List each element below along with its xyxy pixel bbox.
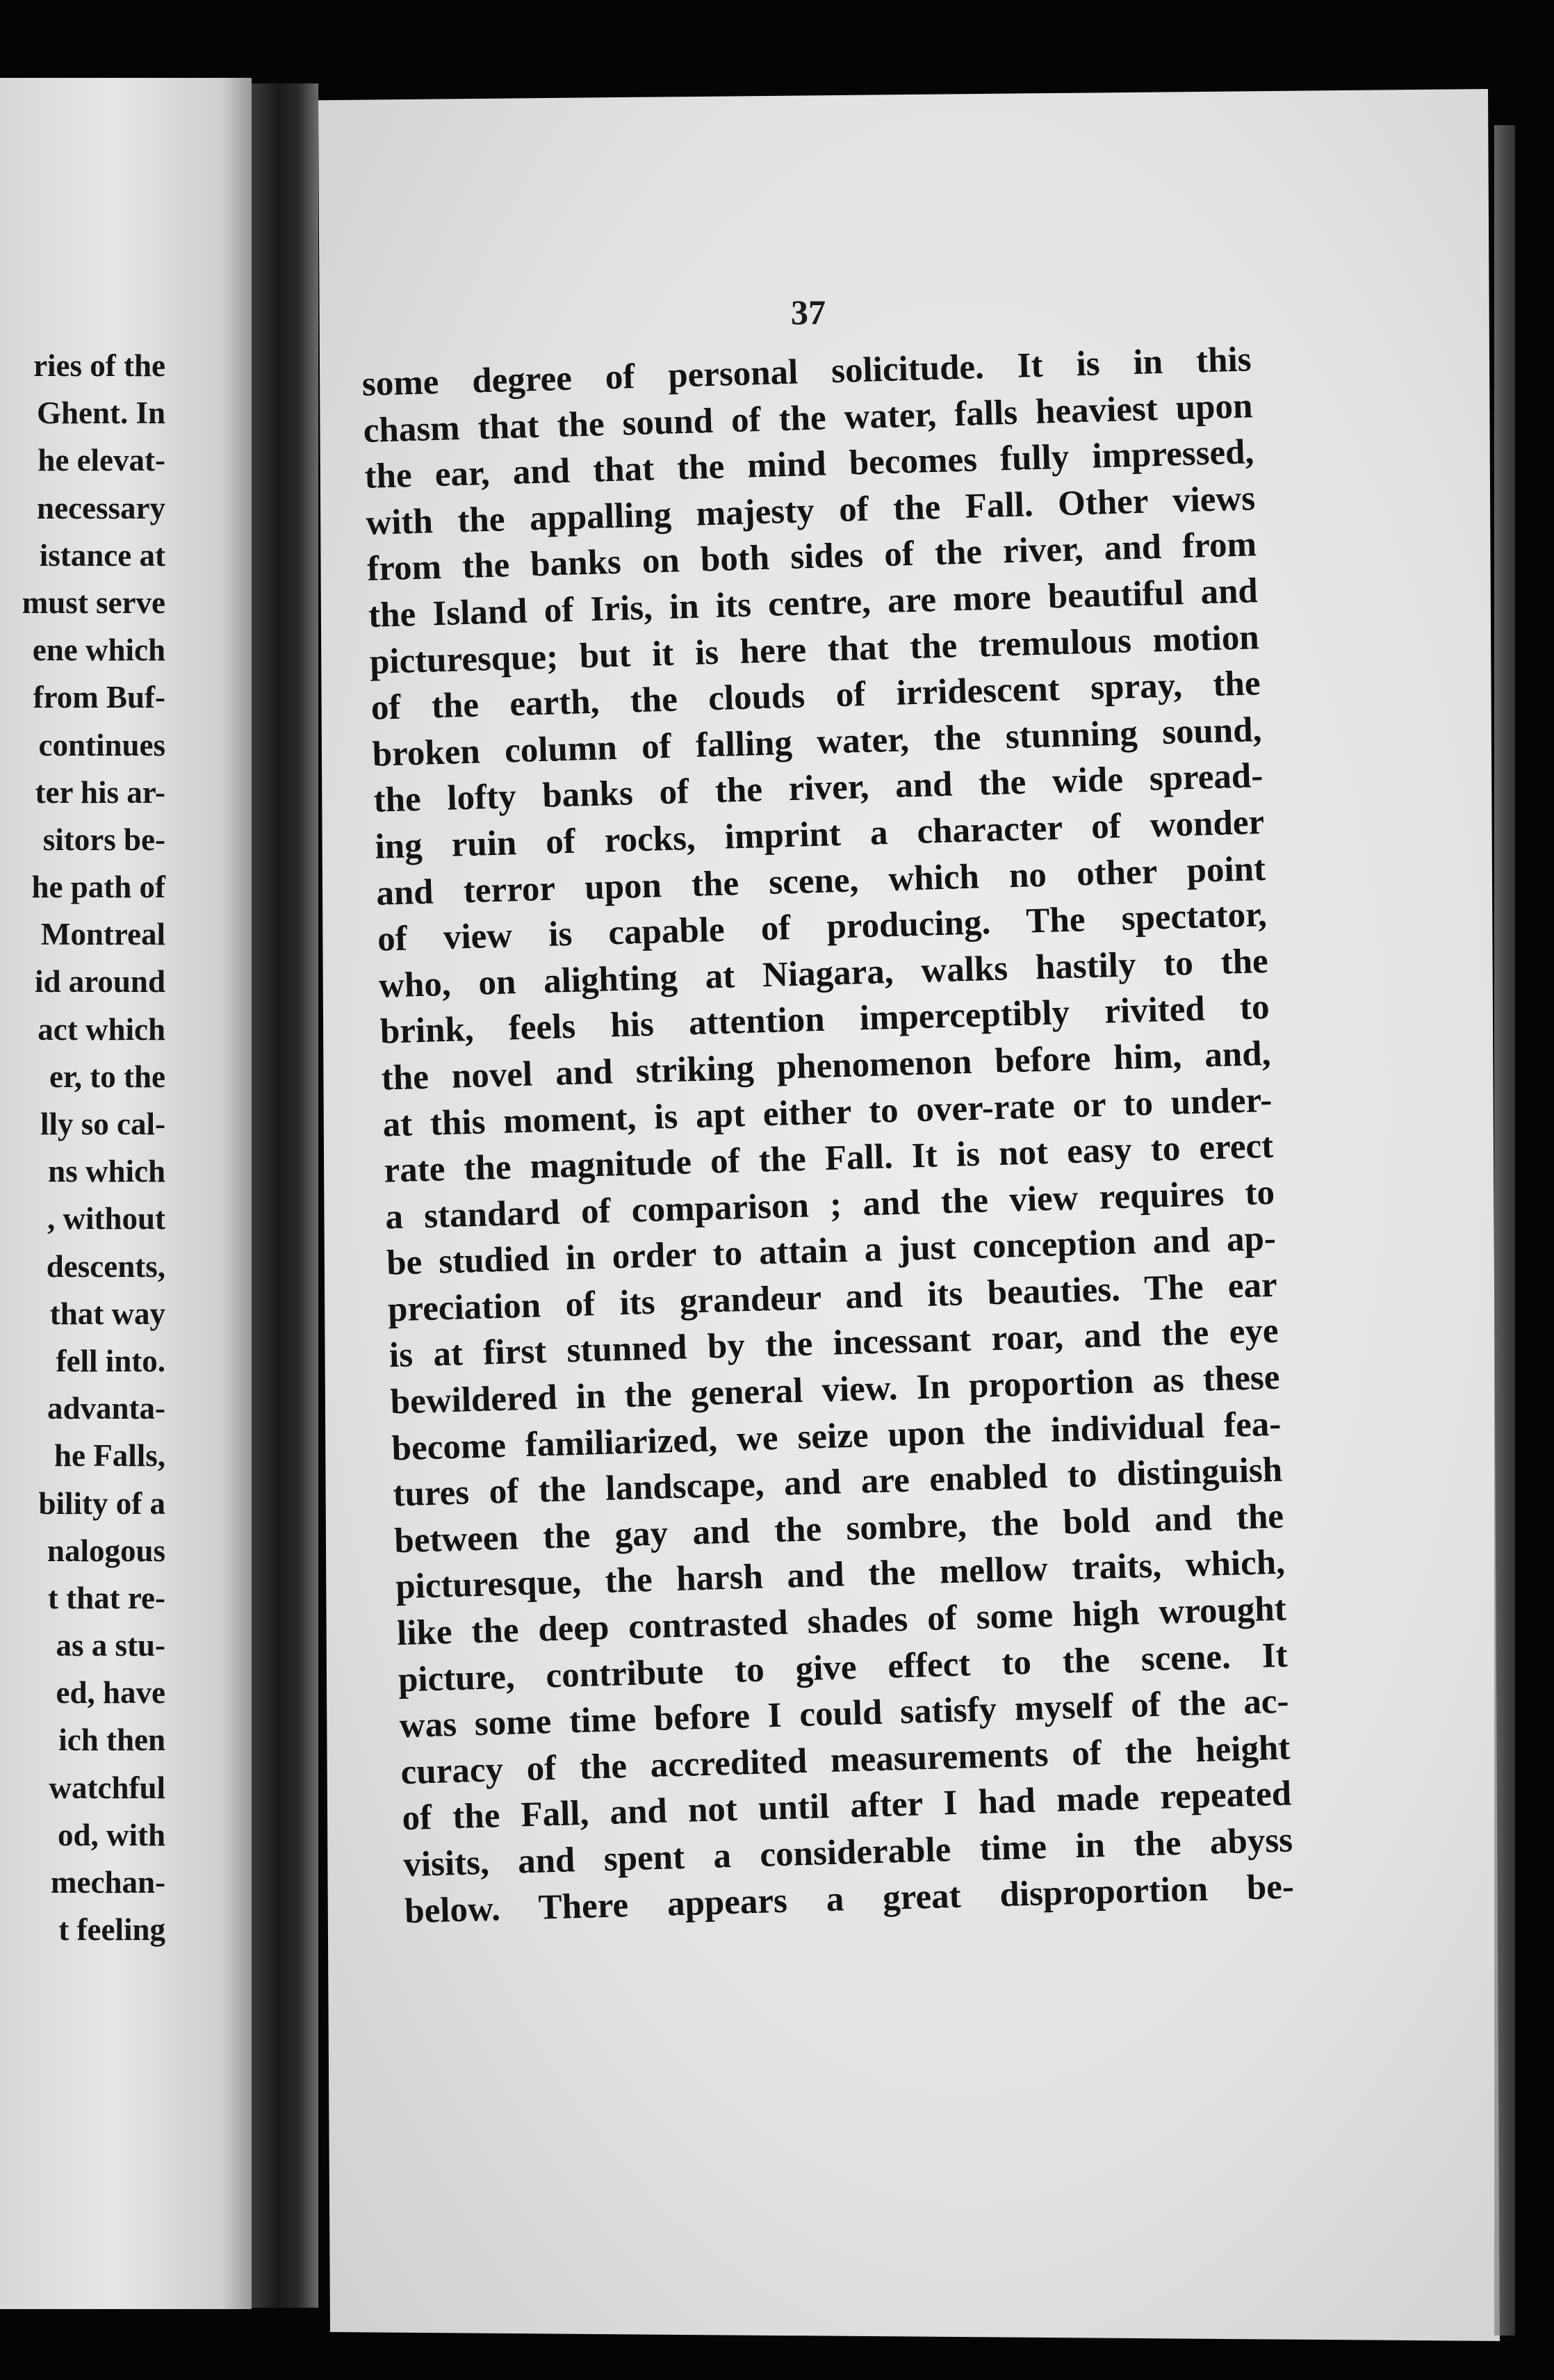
text-line: ing ruin of rocks, imprint a character of wonder	[374, 802, 1265, 867]
text-line: is at first stunned by the incessant roar, and the eye	[388, 1312, 1279, 1376]
text-line: below. There appears a great disproportion be-	[404, 1866, 1295, 1931]
text-line: be studied in order to attain a just conception and ap-	[386, 1219, 1277, 1283]
text-line: was some time before I could satisfy myself of the ac-	[399, 1681, 1290, 1746]
left-page-line: he elevat-	[38, 443, 165, 478]
left-page-line: Ghent. In	[36, 396, 165, 431]
left-page-line: continues	[38, 727, 165, 763]
text-line: between the gay and the sombre, the bold and the	[393, 1497, 1284, 1561]
left-page-line: mechan-	[51, 1865, 165, 1900]
left-page-line: ed, have	[56, 1675, 165, 1711]
text-line: rate the magnitude of the Fall. It is not easy to erect	[383, 1126, 1274, 1191]
text-line: chasm that the sound of the water, falls heaviest upon	[362, 386, 1254, 450]
text-line: and terror upon the scene, which no other point	[375, 849, 1266, 913]
text-line: the novel and striking phenomenon before him, and,	[381, 1034, 1272, 1098]
left-page-line: fell into.	[56, 1343, 165, 1378]
left-page-line: t that re-	[47, 1580, 165, 1615]
left-page-line: descents,	[46, 1248, 165, 1284]
left-page-line: necessary	[37, 490, 165, 525]
left-page-line: ich then	[58, 1722, 165, 1758]
text-line: the Island of Iris, in its centre, are more beautiful and	[368, 571, 1259, 635]
text-line: the lofty banks of the river, and the wide spread-	[373, 756, 1263, 821]
text-line: of the earth, the clouds of irridescent spray, the	[370, 664, 1261, 728]
text-line: a standard of comparison ; and the view requires to	[384, 1173, 1275, 1237]
left-page-line: , without	[47, 1201, 165, 1237]
left-page-line: sitors be-	[42, 822, 165, 857]
left-page-line: advanta-	[47, 1391, 165, 1426]
body-text	[361, 336, 1295, 1934]
page-number: 37	[791, 293, 826, 332]
left-page-line: er, to the	[49, 1059, 165, 1094]
text-line: like the deep contrasted shades of some high wrought	[396, 1589, 1287, 1654]
text-line: curacy of the accredited measurements of the height	[400, 1728, 1291, 1793]
text-line: picture, contribute to give effect to the scene. It	[398, 1636, 1289, 1700]
left-page-line: that way	[49, 1296, 165, 1331]
left-page-line: act which	[38, 1011, 165, 1047]
text-line: some degree of personal solicitude. It is in this	[361, 340, 1252, 404]
text-line: become familiarized, we seize upon the individual fea-	[391, 1404, 1282, 1469]
text-line: brink, feels his attention imperceptibly rivited to	[379, 988, 1270, 1052]
left-page-line: as a stu-	[56, 1628, 165, 1663]
text-line: with the appalling majesty of the Fall. Other views	[365, 478, 1256, 543]
left-page-line: from Buf-	[33, 680, 165, 715]
left-page-line: Montreal	[40, 917, 165, 952]
left-page	[0, 78, 252, 2309]
left-page-line: id around	[34, 964, 165, 1000]
left-page-line: od, with	[57, 1817, 165, 1852]
book-gutter	[252, 83, 318, 2308]
left-page-line: ter his ar-	[35, 774, 165, 810]
left-page-line: t feeling	[58, 1912, 165, 1948]
text-line: who, on alighting at Niagara, walks hastily to the	[378, 941, 1269, 1006]
text-line: broken column of falling water, the stunning sound,	[372, 710, 1263, 774]
left-page-line: istance at	[39, 537, 165, 573]
text-line: visits, and spent a considerable time in the abyss	[402, 1820, 1293, 1885]
text-line: of the Fall, and not until after I had made repeated	[401, 1774, 1292, 1839]
left-page-text	[0, 342, 165, 1953]
left-page-line: he Falls,	[54, 1438, 165, 1474]
left-page-line: ries of the	[33, 348, 165, 383]
text-line: bewildered in the general view. In proportion as these	[390, 1358, 1281, 1422]
text-line: tures of the landscape, and are enabled to distinguish	[392, 1450, 1283, 1515]
left-page-line: lly so cal-	[40, 1107, 165, 1141]
text-line: preciation of its grandeur and its beauties. The ear	[387, 1265, 1278, 1330]
text-line: at this moment, is apt either to over-rate or to under-	[382, 1080, 1273, 1145]
left-page-line: watchful	[49, 1770, 165, 1805]
left-page-line: must serve	[22, 585, 165, 620]
text-line: from the banks on both sides of the river, and from	[366, 525, 1257, 589]
text-line: picturesque; but it is here that the tremulous motion	[369, 617, 1260, 682]
left-page-line: ene which	[32, 633, 165, 668]
text-line: picturesque, the harsh and the mellow traits, which,	[395, 1543, 1286, 1607]
left-page-line: bility of a	[38, 1485, 165, 1521]
left-page-line: ns which	[48, 1154, 165, 1189]
left-page-line: nalogous	[47, 1533, 165, 1568]
text-line: of view is capable of producing. The spectator,	[377, 895, 1268, 959]
left-page-line: he path of	[31, 870, 165, 905]
page-edge-shadow	[1494, 125, 1515, 2336]
text-line: the ear, and that the mind becomes fully impressed,	[363, 432, 1254, 497]
